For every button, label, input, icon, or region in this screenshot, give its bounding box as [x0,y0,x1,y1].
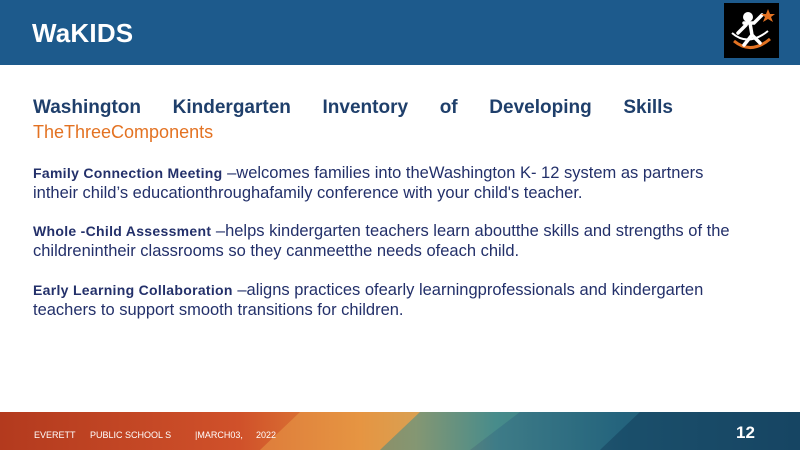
heading-word: Washington [33,97,141,118]
heading-word: Developing [489,97,592,118]
component-early-learning [33,280,733,320]
slide-title: WaKIDS [32,18,134,48]
page-number: 12 [736,423,755,442]
main-heading [33,97,673,119]
footer-org: PUBLIC SCHOOL S [90,430,172,440]
component-text: –welcomes families into theWashington K- 12 system as partners intheir child’s educationthroughafamily conference with your child's teacher. [33,164,704,202]
component-family-connection [33,163,733,203]
runner-logo-icon [724,3,779,58]
component-label: Early Learning Collaboration [33,282,233,298]
component-text: –helps kindergarten teachers learn aboutthe skills and strengths of the childrenintheir classrooms so they canmeetthe needs ofeach child. [33,222,730,260]
footer-date: |MARCH03, [195,430,243,440]
heading-word: Kindergarten [172,97,291,118]
footer-org: EVERETT [34,430,76,440]
component-text: –aligns practices ofearly learningprofessionals and kindergarten teachers to support smooth transitions for children. [33,281,704,319]
component-label: Family Connection Meeting [33,165,223,181]
footer-date: 2022 [256,430,277,440]
component-label: Whole -Child Assessment [33,223,212,239]
component-whole-child [33,221,733,261]
heading-word: Skills [623,97,673,118]
subheading: TheThreeComponents [33,122,214,142]
heading-word: of [439,97,458,118]
heading-word: Inventory [322,97,409,118]
